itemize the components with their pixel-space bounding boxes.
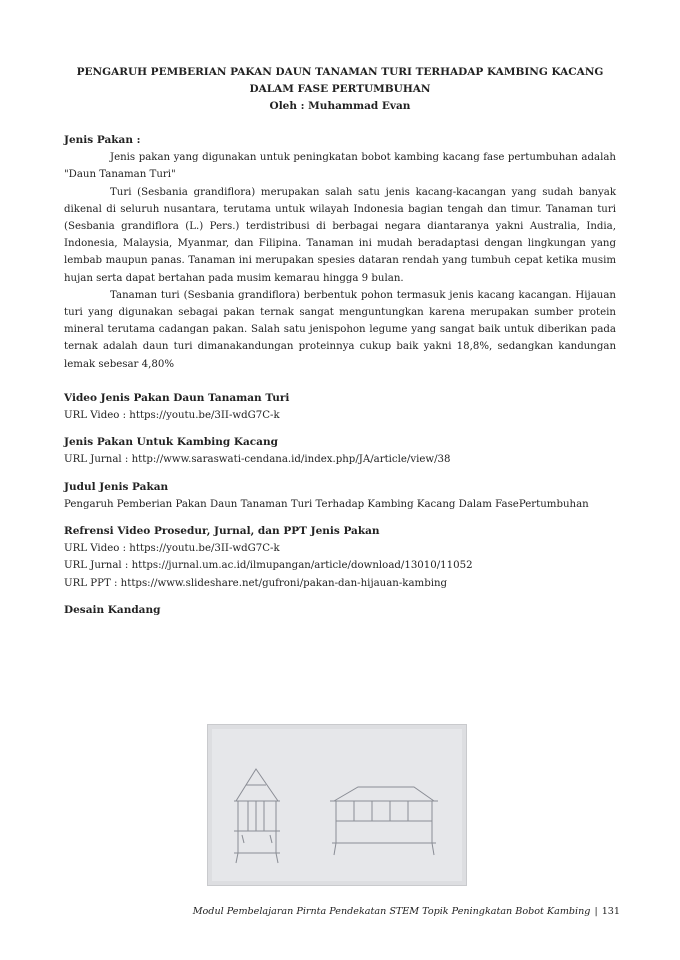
footer-divider: | (594, 906, 598, 917)
judul-heading: Judul Jenis Pakan (64, 480, 169, 493)
paragraph-2: Turi (Sesbania grandiflora) merupakan salah satu jenis kacang-kacangan yang sudah banyak dikenal di seluruh nusantara, terutama untuk wilayah Indonesia bagian tengah dan timur. Tanaman turi (Sesbania grandiflora (L.) Pers.) terdistribusi di berbagai negara diantaranya yakni Australia, India, Indonesia, Malaysia, Myanmar, dan Filipina. Tanaman ini mudah beradaptasi dengan lingkungan yang lembab maupun panas. Tanaman ini merupakan spesies dataran rendah yang tumbuh cepat ketika musim hujan serta dapat bertahan pada musim kemarau hingga 9 bulan. (64, 186, 616, 284)
referensi-ppt-link[interactable]: URL PPT : https://www.slideshare.net/gufroni/pakan-dan-hijauan-kambing (64, 577, 448, 589)
judul-section (64, 479, 616, 513)
video-url-link[interactable]: URL Video : https://youtu.be/3II-wdG7C-k (64, 410, 280, 422)
paragraph-3: Tanaman turi (Sesbania grandiflora) berbentuk pohon termasuk jenis kacang kacangan. Hijauan turi yang digunakan sebagai pakan ternak sangat menguntungkan karena merupakan sumber protein mineral terutama cadangan pakan. Salah satu jenispohon legume yang sangat baik untuk diberikan pada ternak adalah daun turi dimanakandungan proteinnya cukup baik yakni 18,8%, sedangkan kandungan lemak sebesar 4,80% (64, 289, 616, 370)
cage-design-sketch (207, 724, 467, 886)
referensi-section (64, 523, 616, 592)
referensi-video-link[interactable]: URL Video : https://youtu.be/3II-wdG7C-k (64, 543, 280, 555)
desain-heading: Desain Kandang (64, 603, 161, 616)
page-footer (140, 906, 620, 917)
paragraph-1: Jenis pakan yang digunakan untuk peningkatan bobot kambing kacang fase pertumbuhan adalah "Daun Tanaman Turi" (64, 152, 616, 181)
video-section (64, 390, 616, 424)
title-line-2: DALAM FASE PERTUMBUHAN (249, 83, 431, 95)
cage-sketch-drawing (208, 725, 466, 885)
author-line: Oleh : Muhammad Evan (269, 100, 411, 112)
referensi-heading: Refrensi Video Prosedur, Jurnal, dan PPT Jenis Pakan (64, 525, 380, 538)
desain-section (64, 602, 616, 619)
referensi-jurnal-link[interactable]: URL Jurnal : https://jurnal.um.ac.id/ilmupangan/article/download/13010/11052 (64, 560, 473, 572)
page-number: 131 (601, 906, 620, 917)
jenis-pakan-heading: Jenis Pakan : (64, 134, 141, 146)
jurnal-url-link[interactable]: URL Jurnal : http://www.saraswati-cendana.id/index.php/JA/article/view/38 (64, 454, 451, 466)
video-heading: Video Jenis Pakan Daun Tanaman Turi (64, 391, 290, 404)
judul-text: Pengaruh Pemberian Pakan Daun Tanaman Turi Terhadap Kambing Kacang Dalam FasePertumbuhan (64, 498, 589, 510)
jurnal-heading: Jenis Pakan Untuk Kambing Kacang (64, 436, 278, 449)
footer-text: Modul Pembelajaran Pirnta Pendekatan STEM Topik Peningkatan Bobot Kambing (192, 906, 591, 917)
document-body (64, 132, 616, 619)
title-block (40, 64, 640, 115)
jurnal-section (64, 434, 616, 468)
title-line-1: PENGARUH PEMBERIAN PAKAN DAUN TANAMAN TURI TERHADAP KAMBING KACANG (76, 66, 604, 78)
